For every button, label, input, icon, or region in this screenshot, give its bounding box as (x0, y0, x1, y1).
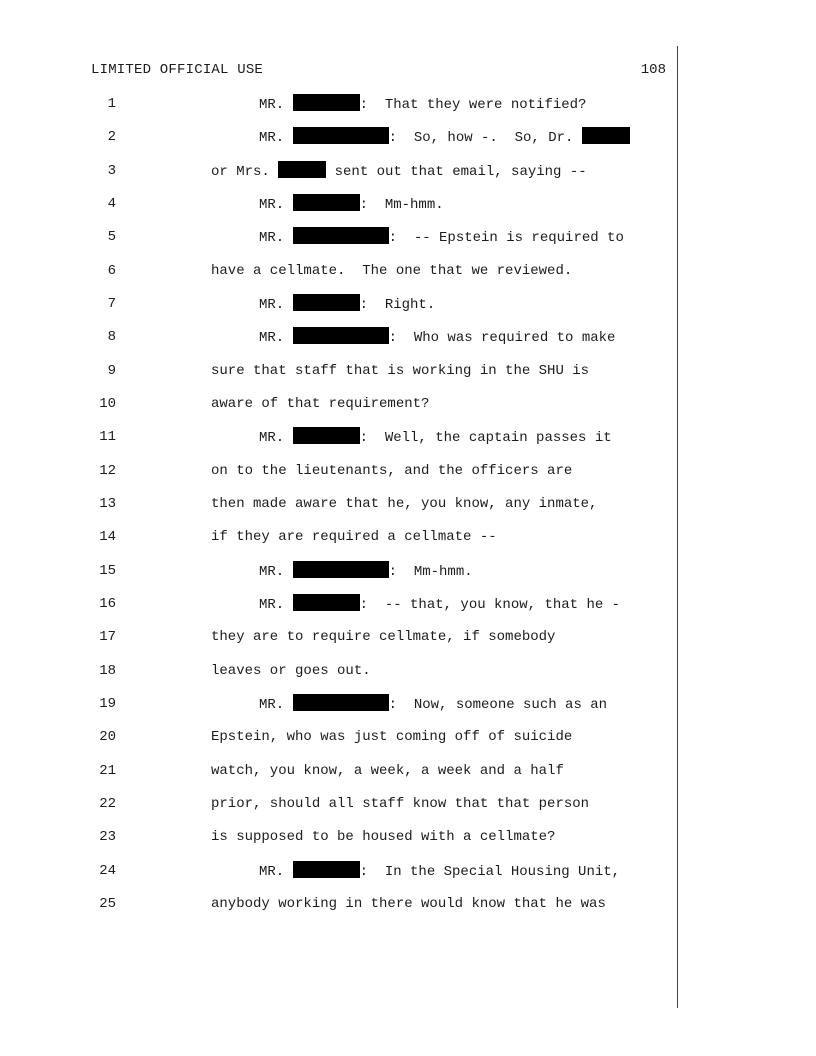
line-number: 19 (99, 696, 116, 712)
line-text: Epstein, who was just coming off of suicide (211, 729, 573, 745)
line-text: MR. : -- that, you know, that he - (259, 594, 665, 615)
line-text: MR. : Mm-hmm. (259, 561, 665, 582)
transcript-line-23 (0, 827, 677, 847)
transcript-line-1 (0, 94, 677, 114)
line-number: 9 (107, 363, 116, 379)
line-text: MR. : That they were notified? (259, 94, 665, 115)
line-text: they are to require cellmate, if somebody (211, 629, 556, 645)
transcript-line-16 (0, 594, 677, 614)
transcript-line-22 (0, 794, 677, 814)
transcript-line-24 (0, 861, 677, 881)
line-text: if they are required a cellmate -- (211, 529, 497, 545)
redaction-block (293, 194, 360, 211)
transcript-line-2 (0, 127, 677, 147)
transcript-line-13 (0, 494, 677, 514)
line-number: 6 (107, 263, 116, 279)
transcript-line-14 (0, 527, 677, 547)
transcript-line-6 (0, 261, 677, 281)
transcript-line-11 (0, 427, 677, 447)
line-text: MR. : Now, someone such as an (259, 694, 665, 715)
redaction-block (278, 161, 326, 178)
transcript-line-9 (0, 361, 677, 381)
line-text: have a cellmate. The one that we reviewed. (211, 263, 573, 279)
line-number: 11 (99, 429, 116, 445)
line-number: 21 (99, 763, 116, 779)
line-text: MR. : Who was required to make (259, 327, 665, 348)
line-number: 3 (107, 163, 116, 179)
redaction-block (293, 561, 389, 578)
transcript-line-19 (0, 694, 677, 714)
redaction-block (293, 294, 360, 311)
line-text: MR. : Well, the captain passes it (259, 427, 665, 448)
line-text: watch, you know, a week, a week and a half (211, 763, 564, 779)
line-number: 5 (107, 229, 116, 245)
line-text: leaves or goes out. (211, 663, 371, 679)
transcript-line-12 (0, 461, 677, 481)
line-text: then made aware that he, you know, any inmate, (211, 496, 598, 512)
redaction-block (293, 594, 360, 611)
line-number: 8 (107, 329, 116, 345)
line-number: 18 (99, 663, 116, 679)
line-number: 22 (99, 796, 116, 812)
transcript-line-15 (0, 561, 677, 581)
line-number: 16 (99, 596, 116, 612)
line-text: is supposed to be housed with a cellmate? (211, 829, 556, 845)
redaction-block (293, 127, 389, 144)
line-text: MR. : In the Special Housing Unit, (259, 861, 665, 882)
transcript-line-8 (0, 327, 677, 347)
line-number: 20 (99, 729, 116, 745)
redaction-block (293, 694, 389, 711)
transcript-line-4 (0, 194, 677, 214)
redaction-block (293, 861, 360, 878)
line-text: sure that staff that is working in the SHU is (211, 363, 590, 379)
right-margin-rule (677, 46, 678, 1008)
redaction-block (293, 427, 360, 444)
redaction-block (582, 127, 630, 144)
line-number: 2 (107, 129, 116, 145)
redaction-block (293, 227, 389, 244)
transcript-line-25 (0, 894, 677, 914)
line-number: 25 (99, 896, 116, 912)
transcript-line-5 (0, 227, 677, 247)
redaction-block (293, 94, 360, 111)
transcript-line-20 (0, 727, 677, 747)
line-text: anybody working in there would know that he was (211, 896, 606, 912)
line-text: MR. : Right. (259, 294, 665, 315)
line-number: 17 (99, 629, 116, 645)
transcript-line-10 (0, 394, 677, 414)
line-number: 12 (99, 463, 116, 479)
classification-header: LIMITED OFFICIAL USE (91, 62, 264, 78)
line-text: MR. : Mm-hmm. (259, 194, 665, 215)
line-text: on to the lieutenants, and the officers are (211, 463, 573, 479)
page-number: 108 (640, 62, 666, 78)
line-number: 13 (99, 496, 116, 512)
transcript-line-21 (0, 761, 677, 781)
redaction-block (293, 327, 389, 344)
line-text: MR. : -- Epstein is required to (259, 227, 665, 248)
line-text: aware of that requirement? (211, 396, 430, 412)
line-number: 24 (99, 863, 116, 879)
line-text: prior, should all staff know that that person (211, 796, 590, 812)
transcript-line-7 (0, 294, 677, 314)
transcript-line-18 (0, 661, 677, 681)
transcript-line-17 (0, 627, 677, 647)
line-number: 7 (107, 296, 116, 312)
line-text: or Mrs. sent out that email, saying -- (211, 161, 665, 182)
line-number: 15 (99, 563, 116, 579)
line-number: 14 (99, 529, 116, 545)
line-number: 1 (107, 96, 116, 112)
line-text: MR. : So, how -. So, Dr. (259, 127, 665, 148)
line-number: 23 (99, 829, 116, 845)
transcript-line-3 (0, 161, 677, 181)
line-number: 10 (99, 396, 116, 412)
line-number: 4 (107, 196, 116, 212)
